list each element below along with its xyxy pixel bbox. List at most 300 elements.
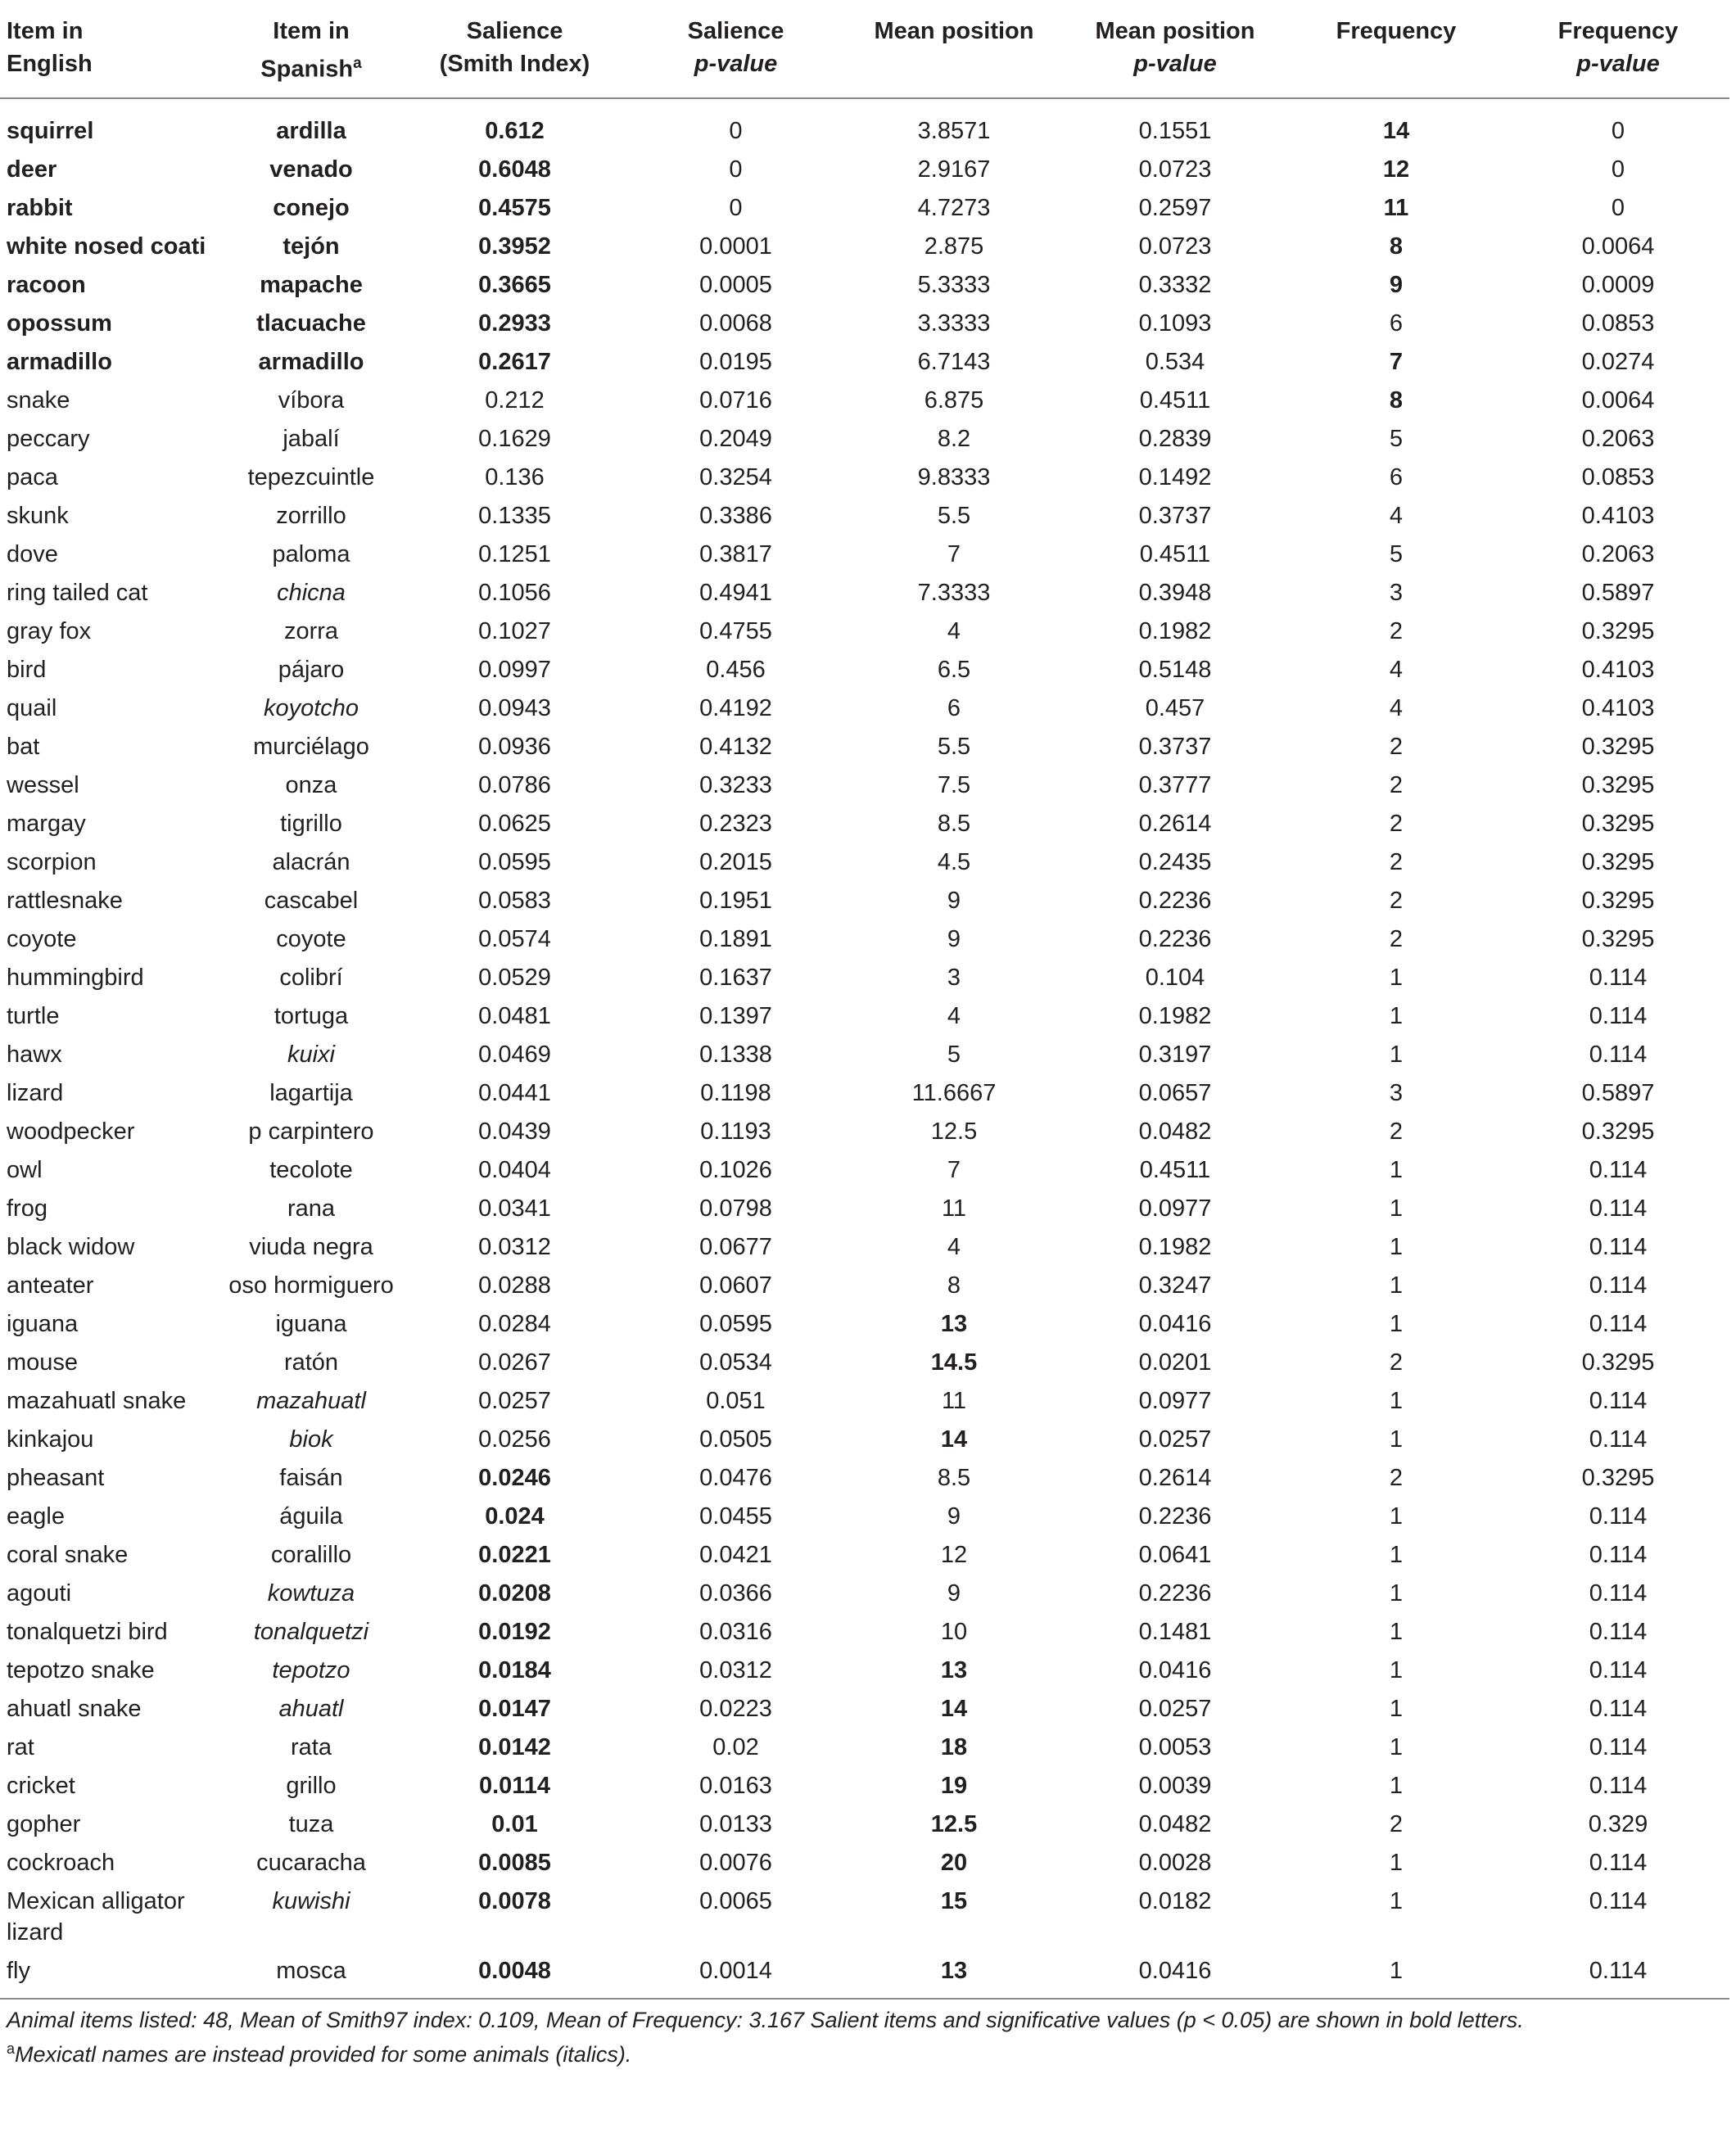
cell-salience: 0.0341 xyxy=(478,1195,551,1222)
cell-salience-p: 0.1397 xyxy=(699,1002,772,1029)
cell-mean-position: 5.3333 xyxy=(917,271,991,298)
table-row xyxy=(0,1379,1729,1417)
cell-salience-p: 0.0421 xyxy=(699,1541,772,1568)
cell-english: gray fox xyxy=(7,617,92,644)
cell-frequency: 1 xyxy=(1389,1887,1404,1914)
footnote-summary: Animal items listed: 48, Mean of Smith97 index: 0.109, Mean of Frequency: 3.167 Salient items and significative values (p < 0.05) are shown in bold letters. xyxy=(7,2008,1524,2032)
cell-mean-position: 7 xyxy=(947,1156,961,1183)
cell-salience-p: 0.0068 xyxy=(699,310,772,337)
cell-frequency-p: 0.0853 xyxy=(1581,463,1655,490)
cell-english: frog xyxy=(7,1195,47,1222)
cell-english: lizard xyxy=(7,1079,64,1106)
cell-frequency-p: 0.2063 xyxy=(1581,425,1655,452)
cell-mean-position: 7.3333 xyxy=(917,579,991,606)
cell-frequency: 2 xyxy=(1389,1349,1404,1376)
cell-mean-position-p: 0.0977 xyxy=(1138,1195,1212,1222)
cell-mean-position-p: 0.0257 xyxy=(1138,1695,1212,1722)
cell-english: snake xyxy=(7,386,70,413)
cell-english: kinkajou xyxy=(7,1426,94,1453)
cell-frequency-p: 0.114 xyxy=(1589,1002,1648,1029)
cell-mean-position-p: 0.0977 xyxy=(1138,1387,1212,1414)
cell-spanish: oso hormiguero xyxy=(228,1272,394,1299)
cell-frequency-p: 0.114 xyxy=(1589,1272,1648,1299)
cell-frequency-p: 0.114 xyxy=(1589,1849,1648,1876)
cell-frequency: 8 xyxy=(1389,233,1404,260)
cell-spanish: kuwishi xyxy=(272,1887,350,1914)
cell-mean-position-p: 0.0182 xyxy=(1138,1887,1212,1914)
table-row xyxy=(0,1417,1729,1456)
cell-mean-position-p: 0.2236 xyxy=(1138,1579,1212,1606)
table-row xyxy=(0,571,1729,609)
cell-mean-position: 11 xyxy=(941,1195,967,1222)
cell-salience-p: 0.0223 xyxy=(699,1695,772,1722)
cell-frequency-p: 0.0064 xyxy=(1581,386,1655,413)
cell-salience: 0.0595 xyxy=(478,848,551,875)
table-row xyxy=(0,1764,1729,1802)
cell-english: agouti xyxy=(7,1579,72,1606)
cell-mean-position: 20 xyxy=(940,1849,968,1876)
cell-frequency-p: 0.3295 xyxy=(1581,733,1655,760)
cell-spanish: jabalí xyxy=(283,425,340,452)
cell-salience-p: 0.0366 xyxy=(699,1579,772,1606)
cell-mean-position: 12.5 xyxy=(930,1810,978,1837)
cell-spanish: tuza xyxy=(288,1810,334,1837)
cell-frequency: 14 xyxy=(1382,117,1410,144)
cell-salience: 0.0208 xyxy=(478,1579,551,1606)
cell-mean-position-p: 0.2839 xyxy=(1138,425,1212,452)
cell-mean-position-p: 0.1982 xyxy=(1138,617,1212,644)
table-row xyxy=(0,263,1729,301)
cell-frequency: 2 xyxy=(1389,1810,1404,1837)
cell-spanish: tepezcuintle xyxy=(247,463,375,490)
cell-mean-position: 6.5 xyxy=(937,656,971,683)
cell-salience: 0.0192 xyxy=(478,1618,551,1645)
cell-frequency-p: 0 xyxy=(1611,117,1625,144)
table-row xyxy=(0,532,1729,571)
cell-mean-position: 4.7273 xyxy=(917,194,991,221)
cell-salience-p: 0.0476 xyxy=(699,1464,772,1491)
cell-frequency-p: 0.3295 xyxy=(1581,771,1655,798)
cell-salience: 0.01 xyxy=(491,1810,538,1837)
header-salience-p: Salience p-value xyxy=(628,15,843,98)
cell-mean-position-p: 0.2435 xyxy=(1138,848,1212,875)
cell-spanish: zorra xyxy=(283,617,339,644)
cell-mean-position-p: 0.0641 xyxy=(1138,1541,1212,1568)
cell-frequency: 1 xyxy=(1389,1849,1404,1876)
cell-english: eagle xyxy=(7,1503,65,1530)
cell-spanish: colibrí xyxy=(279,964,343,991)
cell-spanish: águila xyxy=(279,1503,343,1530)
cell-salience: 0.0481 xyxy=(478,1002,551,1029)
cell-salience-p: 0.2049 xyxy=(699,425,772,452)
table-row xyxy=(0,1494,1729,1533)
footnote-marker: a xyxy=(353,55,362,72)
cell-salience-p: 0.0001 xyxy=(699,233,772,260)
cell-salience: 0.0184 xyxy=(478,1656,551,1683)
cell-frequency-p: 0.3295 xyxy=(1581,925,1655,952)
cell-salience-p: 0.1637 xyxy=(699,964,772,991)
cell-frequency-p: 0 xyxy=(1611,156,1625,183)
cell-spanish: cascabel xyxy=(264,887,359,914)
cell-mean-position: 5.5 xyxy=(937,733,971,760)
cell-salience: 0.0256 xyxy=(478,1426,551,1453)
cell-mean-position: 3 xyxy=(947,964,961,991)
cell-salience: 0.0583 xyxy=(478,887,551,914)
cell-frequency-p: 0.0853 xyxy=(1581,310,1655,337)
cell-english: coral snake xyxy=(7,1541,129,1568)
cell-frequency-p: 0.114 xyxy=(1589,1579,1648,1606)
cell-frequency-p: 0.3295 xyxy=(1581,617,1655,644)
cell-salience-p: 0.1891 xyxy=(699,925,772,952)
cell-english: black widow xyxy=(7,1233,135,1260)
cell-english: squirrel xyxy=(7,117,94,144)
cell-spanish: chicna xyxy=(277,579,346,606)
cell-mean-position: 14 xyxy=(940,1695,968,1722)
cell-spanish: lagartija xyxy=(269,1079,353,1106)
cell-salience-p: 0.3817 xyxy=(699,540,772,567)
table-row xyxy=(0,1225,1729,1263)
cell-salience-p: 0.0716 xyxy=(699,386,772,413)
cell-mean-position: 11 xyxy=(941,1387,967,1414)
cell-spanish: cucaracha xyxy=(256,1849,366,1876)
cell-salience: 0.1027 xyxy=(478,617,551,644)
cell-spanish: murciélago xyxy=(253,733,369,760)
table-row xyxy=(0,301,1729,340)
cell-salience-p: 0.1338 xyxy=(699,1041,772,1068)
table-row xyxy=(0,1186,1729,1225)
cell-frequency-p: 0.114 xyxy=(1589,1695,1648,1722)
cell-salience-p: 0.3254 xyxy=(699,463,772,490)
cell-salience: 0.0246 xyxy=(478,1464,551,1491)
cell-frequency: 1 xyxy=(1389,1426,1404,1453)
cell-salience: 0.212 xyxy=(485,386,545,413)
cell-frequency: 4 xyxy=(1389,656,1404,683)
cell-spanish: armadillo xyxy=(258,348,364,375)
cell-mean-position-p: 0.0201 xyxy=(1138,1349,1212,1376)
cell-mean-position-p: 0.2614 xyxy=(1138,1464,1212,1491)
cell-english: rattlesnake xyxy=(7,887,123,914)
cell-frequency: 1 xyxy=(1389,1387,1404,1414)
table-row xyxy=(0,1263,1729,1302)
cell-mean-position-p: 0.1551 xyxy=(1138,117,1212,144)
table-row xyxy=(0,1841,1729,1879)
cell-frequency: 1 xyxy=(1389,1002,1404,1029)
cell-frequency: 12 xyxy=(1382,156,1410,183)
cell-spanish: alacrán xyxy=(272,848,350,875)
cell-frequency-p: 0.114 xyxy=(1589,1541,1648,1568)
cell-salience-p: 0.456 xyxy=(706,656,766,683)
table-body xyxy=(0,98,1729,1998)
cell-mean-position-p: 0.534 xyxy=(1145,348,1205,375)
cell-frequency-p: 0.114 xyxy=(1589,1156,1648,1183)
cell-frequency: 2 xyxy=(1389,617,1404,644)
cell-english: fly xyxy=(7,1957,30,1984)
cell-frequency: 2 xyxy=(1389,1118,1404,1145)
cell-frequency-p: 0.114 xyxy=(1589,1618,1648,1645)
cell-frequency-p: 0.0064 xyxy=(1581,233,1655,260)
salience-table xyxy=(0,15,1729,1998)
table-row xyxy=(0,1879,1729,1949)
table-row xyxy=(0,186,1729,224)
table-row xyxy=(0,802,1729,840)
footnote-note xyxy=(7,2035,1726,2069)
cell-salience-p: 0.0195 xyxy=(699,348,772,375)
cell-mean-position: 13 xyxy=(940,1310,968,1337)
cell-mean-position-p: 0.3737 xyxy=(1138,733,1212,760)
cell-salience-p: 0.4192 xyxy=(699,694,772,721)
cell-mean-position-p: 0.2236 xyxy=(1138,925,1212,952)
cell-mean-position: 4 xyxy=(947,1002,961,1029)
cell-salience-p: 0.4755 xyxy=(699,617,772,644)
cell-spanish: koyotcho xyxy=(263,694,359,721)
cell-frequency-p: 0.114 xyxy=(1589,964,1648,991)
cell-mean-position: 9.8333 xyxy=(917,463,991,490)
cell-mean-position: 14.5 xyxy=(930,1349,978,1376)
cell-mean-position-p: 0.4511 xyxy=(1139,1156,1211,1183)
cell-salience-p: 0.0505 xyxy=(699,1426,772,1453)
cell-spanish: mosca xyxy=(276,1957,346,1984)
cell-salience: 0.024 xyxy=(485,1503,545,1530)
cell-salience: 0.0439 xyxy=(478,1118,551,1145)
cell-spanish: p carpintero xyxy=(248,1118,374,1145)
header-english: Item in English xyxy=(0,15,221,98)
table-row xyxy=(0,1571,1729,1610)
cell-salience-p: 0.3386 xyxy=(699,502,772,529)
cell-mean-position-p: 0.1982 xyxy=(1138,1233,1212,1260)
cell-spanish: grillo xyxy=(286,1772,337,1799)
cell-english: turtle xyxy=(7,1002,60,1029)
cell-frequency: 1 xyxy=(1389,964,1404,991)
cell-salience-p: 0.4941 xyxy=(699,579,772,606)
cell-salience-p: 0.0065 xyxy=(699,1887,772,1914)
cell-frequency: 7 xyxy=(1389,348,1404,375)
cell-spanish: coyote xyxy=(276,925,346,952)
cell-spanish: onza xyxy=(285,771,337,798)
cell-spanish: tecolote xyxy=(269,1156,353,1183)
cell-salience: 0.0221 xyxy=(478,1541,551,1568)
table-row xyxy=(0,1725,1729,1764)
cell-salience-p: 0.2323 xyxy=(699,810,772,837)
table-row xyxy=(0,1533,1729,1571)
cell-spanish: ardilla xyxy=(276,117,346,144)
cell-salience: 0.0284 xyxy=(478,1310,551,1337)
cell-english: opossum xyxy=(7,310,112,337)
cell-mean-position-p: 0.0039 xyxy=(1138,1772,1212,1799)
cell-frequency-p: 0.114 xyxy=(1589,1772,1648,1799)
cell-mean-position: 18 xyxy=(940,1733,968,1760)
cell-frequency: 2 xyxy=(1389,925,1404,952)
cell-spanish: viuda negra xyxy=(249,1233,373,1260)
cell-salience: 0.6048 xyxy=(478,156,551,183)
cell-mean-position: 5.5 xyxy=(937,502,971,529)
cell-frequency: 9 xyxy=(1389,271,1404,298)
cell-salience-p: 0.3233 xyxy=(699,771,772,798)
table-row xyxy=(0,1610,1729,1648)
cell-mean-position: 9 xyxy=(947,887,961,914)
cell-mean-position-p: 0.2597 xyxy=(1138,194,1212,221)
cell-frequency-p: 0.5897 xyxy=(1581,1079,1655,1106)
cell-mean-position-p: 0.3332 xyxy=(1138,271,1212,298)
cell-mean-position: 4 xyxy=(947,1233,961,1260)
cell-salience-p: 0.0798 xyxy=(699,1195,772,1222)
cell-frequency: 1 xyxy=(1389,1041,1404,1068)
cell-spanish: conejo xyxy=(273,194,350,221)
table-row xyxy=(0,725,1729,763)
cell-spanish: víbora xyxy=(278,386,345,413)
cell-spanish: tortuga xyxy=(274,1002,349,1029)
cell-spanish: pájaro xyxy=(278,656,345,683)
table-row xyxy=(0,455,1729,494)
table-row xyxy=(0,879,1729,917)
cell-spanish: biok xyxy=(289,1426,333,1453)
cell-mean-position-p: 0.0416 xyxy=(1138,1656,1212,1683)
cell-mean-position-p: 0.3737 xyxy=(1138,502,1212,529)
cell-salience-p: 0.051 xyxy=(706,1387,766,1414)
cell-spanish: iguana xyxy=(275,1310,347,1337)
cell-english: dove xyxy=(7,540,58,567)
cell-mean-position-p: 0.0028 xyxy=(1138,1849,1212,1876)
cell-mean-position: 12 xyxy=(940,1541,968,1568)
cell-mean-position: 9 xyxy=(947,925,961,952)
cell-spanish: tonalquetzi xyxy=(253,1618,369,1645)
cell-spanish: faisán xyxy=(279,1464,343,1491)
cell-mean-position-p: 0.0482 xyxy=(1138,1118,1212,1145)
cell-salience: 0.0936 xyxy=(478,733,551,760)
cell-salience-p: 0.0595 xyxy=(699,1310,772,1337)
cell-frequency-p: 0.114 xyxy=(1589,1656,1648,1683)
cell-mean-position-p: 0.5148 xyxy=(1138,656,1212,683)
cell-english: iguana xyxy=(7,1310,79,1337)
cell-mean-position: 15 xyxy=(940,1887,968,1914)
cell-english: racoon xyxy=(7,271,86,298)
cell-english: armadillo xyxy=(7,348,112,375)
cell-mean-position: 9 xyxy=(947,1579,961,1606)
cell-frequency: 2 xyxy=(1389,848,1404,875)
cell-mean-position: 7.5 xyxy=(937,771,971,798)
table-row xyxy=(0,917,1729,956)
cell-spanish: venado xyxy=(269,156,353,183)
cell-english: rabbit xyxy=(7,194,73,221)
cell-salience-p: 0.0014 xyxy=(699,1957,772,1984)
cell-frequency: 1 xyxy=(1389,1618,1404,1645)
cell-mean-position-p: 0.0482 xyxy=(1138,1810,1212,1837)
cell-frequency: 11 xyxy=(1383,194,1409,221)
cell-english: bat xyxy=(7,733,40,760)
cell-english: mouse xyxy=(7,1349,79,1376)
table-row xyxy=(0,417,1729,455)
cell-mean-position-p: 0.0257 xyxy=(1138,1426,1212,1453)
cell-spanish: kowtuza xyxy=(267,1579,355,1606)
cell-spanish: coralillo xyxy=(270,1541,352,1568)
table-row xyxy=(0,1456,1729,1494)
cell-frequency-p: 0.114 xyxy=(1589,1957,1648,1984)
cell-frequency: 1 xyxy=(1389,1503,1404,1530)
cell-spanish: rata xyxy=(291,1733,332,1760)
cell-english: owl xyxy=(7,1156,43,1183)
cell-salience: 0.1251 xyxy=(478,540,551,567)
cell-mean-position-p: 0.0723 xyxy=(1138,233,1212,260)
cell-salience: 0.0147 xyxy=(478,1695,551,1722)
cell-english: ring tailed cat xyxy=(7,579,148,606)
cell-frequency-p: 0 xyxy=(1611,194,1625,221)
cell-frequency: 4 xyxy=(1389,694,1404,721)
cell-mean-position-p: 0.3777 xyxy=(1138,771,1212,798)
cell-mean-position-p: 0.0416 xyxy=(1138,1310,1212,1337)
cell-frequency: 1 xyxy=(1389,1733,1404,1760)
cell-mean-position: 6.875 xyxy=(924,386,984,413)
cell-salience: 0.0085 xyxy=(478,1849,551,1876)
cell-salience-p: 0.0076 xyxy=(699,1849,772,1876)
cell-english: cockroach xyxy=(7,1849,115,1876)
table-row xyxy=(0,686,1729,725)
cell-frequency-p: 0.4103 xyxy=(1581,502,1655,529)
cell-salience: 0.0288 xyxy=(478,1272,551,1299)
cell-english: woodpecker xyxy=(7,1118,135,1145)
cell-salience: 0.0943 xyxy=(478,694,551,721)
cell-english: cricket xyxy=(7,1772,75,1799)
cell-spanish: zorrillo xyxy=(276,502,346,529)
cell-frequency: 1 xyxy=(1389,1579,1404,1606)
footnote-note-marker: a xyxy=(7,2040,16,2057)
cell-frequency-p: 0.4103 xyxy=(1581,656,1655,683)
cell-salience-p: 0.1026 xyxy=(699,1156,772,1183)
cell-salience: 0.0078 xyxy=(478,1887,551,1914)
cell-salience: 0.0048 xyxy=(478,1957,551,1984)
cell-spanish: mazahuatl xyxy=(256,1387,366,1414)
cell-mean-position-p: 0.4511 xyxy=(1139,540,1211,567)
cell-mean-position-p: 0.1492 xyxy=(1138,463,1212,490)
cell-mean-position-p: 0.457 xyxy=(1145,694,1205,721)
table-header xyxy=(0,15,1729,98)
table-row xyxy=(0,147,1729,186)
cell-english: tepotzo snake xyxy=(7,1656,155,1683)
cell-frequency: 2 xyxy=(1389,733,1404,760)
cell-english: skunk xyxy=(7,502,69,529)
cell-frequency: 1 xyxy=(1389,1272,1404,1299)
cell-frequency-p: 0.114 xyxy=(1589,1887,1648,1914)
cell-english: gopher xyxy=(7,1810,81,1837)
cell-salience-p: 0.4132 xyxy=(699,733,772,760)
cell-salience-p: 0 xyxy=(729,156,743,183)
cell-english: ahuatl snake xyxy=(7,1695,142,1722)
cell-english: scorpion xyxy=(7,848,97,875)
cell-mean-position-p: 0.3948 xyxy=(1138,579,1212,606)
cell-frequency: 5 xyxy=(1389,540,1404,567)
cell-salience-p: 0.02 xyxy=(712,1733,759,1760)
cell-salience: 0.4575 xyxy=(478,194,551,221)
table-row xyxy=(0,994,1729,1033)
cell-spanish: paloma xyxy=(272,540,350,567)
cell-frequency-p: 0.3295 xyxy=(1581,848,1655,875)
table-row xyxy=(0,340,1729,378)
cell-mean-position: 10 xyxy=(940,1618,968,1645)
table-row xyxy=(0,1033,1729,1071)
table-row xyxy=(0,494,1729,532)
cell-frequency: 2 xyxy=(1389,810,1404,837)
header-frequency-p: Frequency p-value xyxy=(1507,15,1729,98)
cell-mean-position: 13 xyxy=(940,1957,968,1984)
cell-spanish: tigrillo xyxy=(280,810,342,837)
table-row xyxy=(0,1148,1729,1186)
table-row xyxy=(0,378,1729,417)
table-row xyxy=(0,609,1729,648)
header-frequency: Frequency xyxy=(1286,15,1507,98)
cell-frequency: 3 xyxy=(1389,1079,1404,1106)
cell-mean-position-p: 0.1481 xyxy=(1138,1618,1212,1645)
cell-frequency-p: 0.329 xyxy=(1588,1810,1648,1837)
cell-salience-p: 0.0163 xyxy=(699,1772,772,1799)
table-row xyxy=(0,1949,1729,1998)
